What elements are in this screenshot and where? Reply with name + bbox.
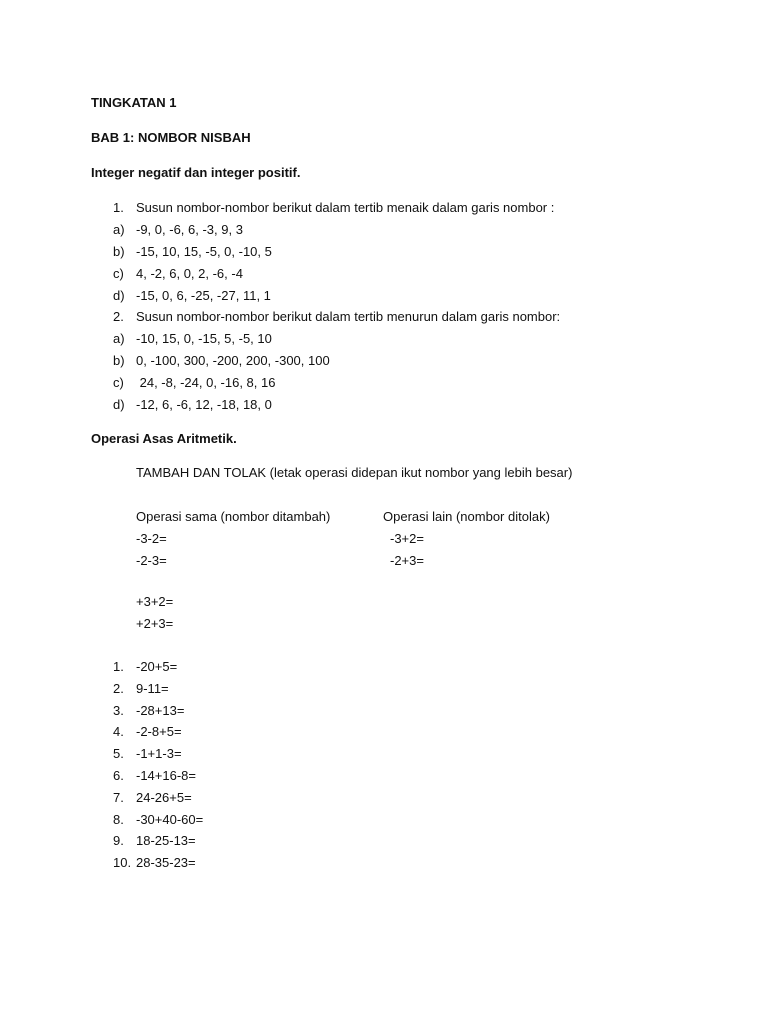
exercise-text: 24-26+5=: [136, 790, 192, 805]
q2-item-label: d): [113, 397, 125, 412]
add-subtract-subheading: TAMBAH DAN TOLAK (letak operasi didepan ikut nombor yang lebih besar): [136, 465, 573, 480]
q2-item-label: c): [113, 375, 124, 390]
q1-item-label: d): [113, 288, 125, 303]
exercise-text: -28+13=: [136, 703, 185, 718]
q2-text: Susun nombor-nombor berikut dalam tertib menurun dalam garis nombor:: [136, 309, 561, 324]
subtopic-heading: Integer negatif dan integer positif.: [91, 165, 301, 180]
different-operation-title: Operasi lain (nombor ditolak): [383, 509, 550, 524]
exercise-number: 10.: [113, 855, 132, 870]
exercise-number: 6.: [113, 768, 124, 783]
exercise-number: 5.: [113, 746, 124, 761]
q2-item-text: 24, -8, -24, 0, -16, 8, 16: [136, 375, 276, 390]
q1-item-label: c): [113, 266, 124, 281]
exercise-text: 18-25-13=: [136, 833, 196, 848]
exercise-text: 28-35-23=: [136, 855, 196, 870]
q2-item-text: -12, 6, -6, 12, -18, 18, 0: [136, 397, 272, 412]
arithmetic-heading: Operasi Asas Aritmetik.: [91, 431, 237, 446]
q1-item-text: 4, -2, 6, 0, 2, -6, -4: [136, 266, 243, 281]
level-heading: TINGKATAN 1: [91, 95, 177, 110]
q2-item-label: a): [113, 331, 125, 346]
exercise-text: -20+5=: [136, 659, 178, 674]
q2-item-text: -10, 15, 0, -15, 5, -5, 10: [136, 331, 272, 346]
q1-item-label: a): [113, 222, 125, 237]
exercise-text: -2-8+5=: [136, 724, 182, 739]
q1-text: Susun nombor-nombor berikut dalam tertib menaik dalam garis nombor :: [136, 200, 555, 215]
exercise-text: 9-11=: [136, 681, 169, 696]
same-operation-example: +2+3=: [136, 616, 174, 631]
exercise-number: 2.: [113, 681, 124, 696]
same-operation-example: -3-2=: [136, 531, 167, 546]
same-operation-title: Operasi sama (nombor ditambah): [136, 509, 331, 524]
exercise-text: -1+1-3=: [136, 746, 182, 761]
same-operation-example: +3+2=: [136, 594, 174, 609]
q1-item-text: -15, 0, 6, -25, -27, 11, 1: [136, 288, 271, 303]
q1-item-label: b): [113, 244, 125, 259]
exercise-text: -14+16-8=: [136, 768, 196, 783]
q1-item-text: -15, 10, 15, -5, 0, -10, 5: [136, 244, 272, 259]
same-operation-example: -2-3=: [136, 553, 167, 568]
different-operation-example: -3+2=: [390, 531, 424, 546]
exercise-number: 7.: [113, 790, 124, 805]
exercise-number: 3.: [113, 703, 124, 718]
q1-item-text: -9, 0, -6, 6, -3, 9, 3: [136, 222, 243, 237]
exercise-text: -30+40-60=: [136, 812, 204, 827]
different-operation-example: -2+3=: [390, 553, 424, 568]
exercise-number: 9.: [113, 833, 124, 848]
q2-item-label: b): [113, 353, 125, 368]
exercise-number: 4.: [113, 724, 124, 739]
q1-number: 1.: [113, 200, 124, 215]
q2-item-text: 0, -100, 300, -200, 200, -300, 100: [136, 353, 330, 368]
exercise-number: 8.: [113, 812, 124, 827]
chapter-heading: BAB 1: NOMBOR NISBAH: [91, 130, 251, 145]
q2-number: 2.: [113, 309, 124, 324]
exercise-number: 1.: [113, 659, 124, 674]
